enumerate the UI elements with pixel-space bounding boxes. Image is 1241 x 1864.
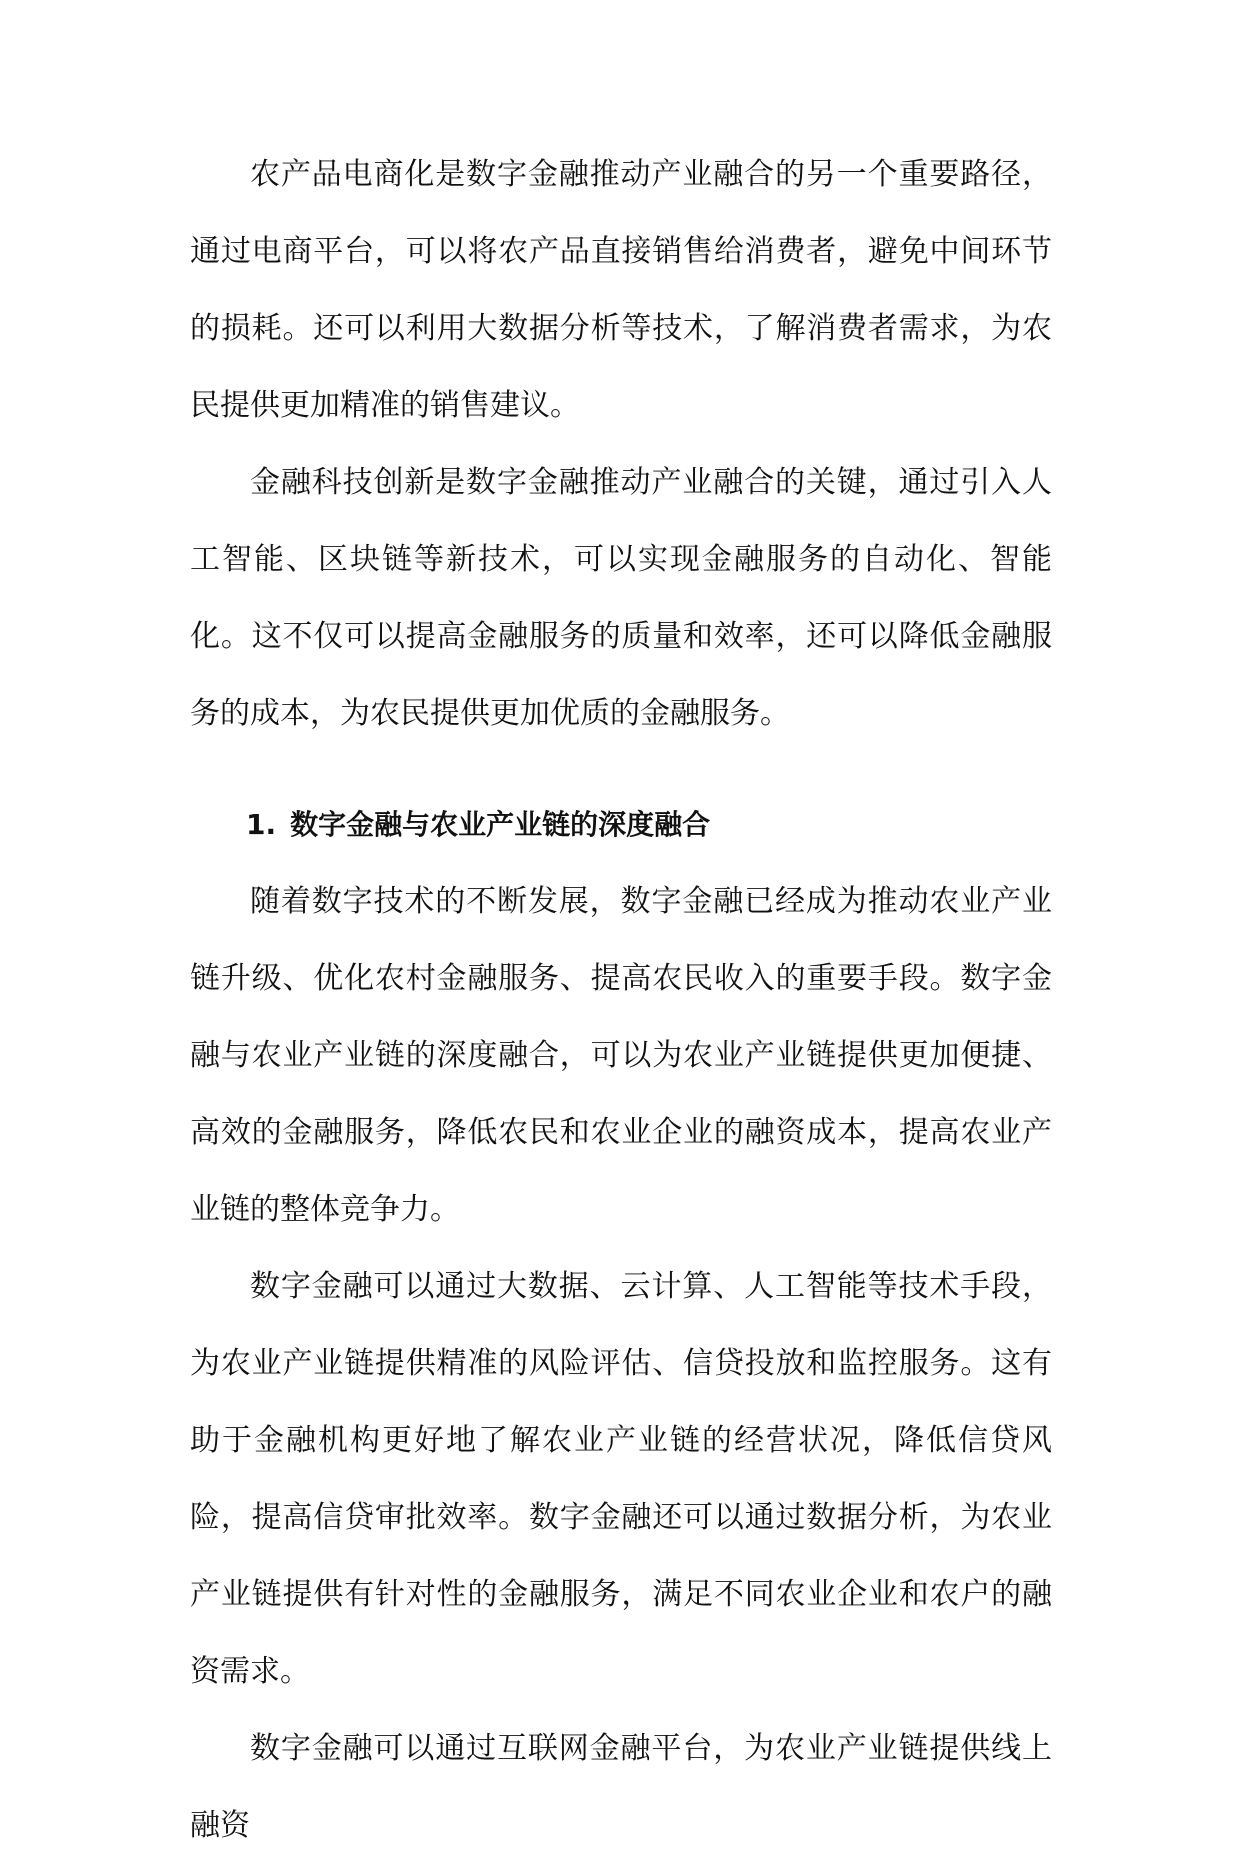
section-number: 1. — [246, 808, 277, 841]
paragraph-industry-chain-intro: 随着数字技术的不断发展，数字金融已经成为推动农业产业链升级、优化农村金融服务、提高农民收入的重要手段。数字金融与农业产业链的深度融合，可以为农业产业链提供更加便捷、高效的金融服务，降低农民和农业企业的融资成本，提高农业产业链的整体竞争力。 — [190, 884, 1052, 1227]
paragraph-online-platform: 数字金融可以通过互联网金融平台，为农业产业链提供线上融资 — [190, 1731, 1052, 1843]
paragraph-ecommerce: 农产品电商化是数字金融推动产业融合的另一个重要路径，通过电商平台，可以将农产品直接销售给消费者，避免中间环节的损耗。还可以利用大数据分析等技术，了解消费者需求，为农民提供更加精准的销售建议。 — [190, 157, 1052, 423]
section-heading — [190, 786, 1052, 863]
section-title: 数字金融与农业产业链的深度融合 — [290, 808, 711, 841]
paragraph-risk-assessment: 数字金融可以通过大数据、云计算、人工智能等技术手段，为农业产业链提供精准的风险评估、信贷投放和监控服务。这有助于金融机构更好地了解农业产业链的经营状况，降低信贷风险，提高信贷审批效率。数字金融还可以通过数据分析，为农业产业链提供有针对性的金融服务，满足不同农业企业和农户的融资需求。 — [190, 1269, 1052, 1689]
document-page — [190, 136, 1052, 1864]
paragraph-fintech-innovation: 金融科技创新是数字金融推动产业融合的关键，通过引入人工智能、区块链等新技术，可以实现金融服务的自动化、智能化。这不仅可以提高金融服务的质量和效率，还可以降低金融服务的成本，为农民提供更加优质的金融服务。 — [190, 465, 1052, 731]
